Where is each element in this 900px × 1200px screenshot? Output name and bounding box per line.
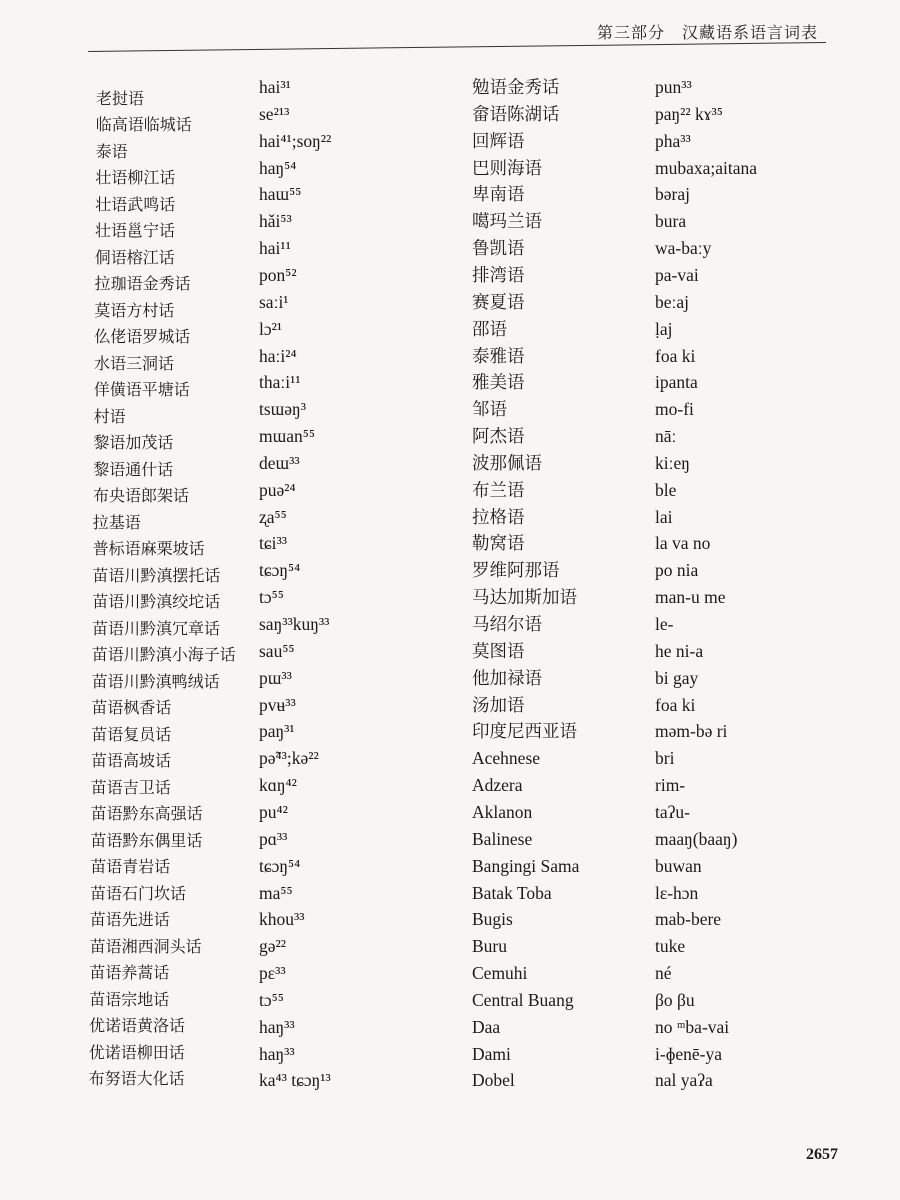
- right-language-name: 印度尼西亚语: [472, 721, 577, 742]
- left-language-name: 拉基语: [92, 514, 141, 532]
- right-word-form: pa-vai: [655, 264, 699, 285]
- left-word-form: tɕɔŋ⁵⁴: [259, 560, 301, 581]
- left-language-name: 苗语高坡话: [91, 753, 172, 771]
- right-word-form: məm-bə ri: [655, 721, 728, 742]
- left-language-name: 优诺语柳田话: [88, 1044, 185, 1062]
- right-word-form: né: [655, 963, 672, 984]
- right-language-name: Acehnese: [472, 748, 541, 769]
- right-word-form: bri: [655, 748, 675, 769]
- left-word-form: hai⁴¹;soŋ²²: [259, 130, 332, 151]
- right-language-name: Cemuhi: [472, 963, 528, 984]
- left-language-name: 苗语枫香话: [91, 700, 172, 718]
- left-word-form: tɔ⁵⁵: [259, 989, 284, 1010]
- right-language-name: 波那佩语: [472, 452, 542, 473]
- right-word-form: bura: [655, 211, 687, 232]
- left-word-form: puə²⁴: [259, 479, 296, 500]
- right-word-form: wa-baːy: [655, 238, 712, 259]
- right-word-form: nāː: [655, 426, 677, 447]
- left-language-name: 侗语榕江话: [94, 249, 175, 267]
- left-language-name: 苗语石门坎话: [90, 885, 187, 903]
- left-language-name: 老挝语: [96, 90, 145, 108]
- right-word-form: foa ki: [655, 345, 696, 366]
- right-word-form: bi gay: [655, 667, 699, 688]
- right-word-form: pun³³: [655, 77, 692, 97]
- left-word-form: haːi²⁴: [259, 345, 297, 366]
- left-language-name: 苗语宗地话: [89, 991, 170, 1009]
- right-language-name: 排湾语: [472, 264, 525, 285]
- left-language-name: 壮语邕宁话: [95, 223, 176, 241]
- header-rule: [88, 42, 826, 52]
- left-word-form: pon⁵²: [259, 264, 297, 285]
- right-language-name: 雅美语: [472, 372, 525, 393]
- right-language-name: Bangingi Sama: [472, 855, 580, 876]
- left-language-name: 苗语复员话: [91, 726, 172, 744]
- left-language-name: 优诺语黄洛话: [89, 1018, 186, 1036]
- right-language-name: Bugis: [472, 909, 513, 930]
- left-word-form: saŋ³³kuŋ³³: [259, 614, 330, 634]
- left-language-name: 拉珈语金秀话: [94, 276, 191, 294]
- right-word-form: lɛ-hɔn: [655, 882, 699, 903]
- left-language-name: 泰语: [95, 143, 128, 161]
- right-language-name: 布兰语: [472, 479, 525, 500]
- right-language-name: 勉语金秀话: [472, 77, 560, 97]
- left-word-form: kɑŋ⁴²: [259, 775, 297, 796]
- right-word-form: le-: [655, 614, 674, 634]
- right-language-name: Balinese: [472, 828, 533, 849]
- left-word-form: tsɯəŋ³: [259, 399, 306, 420]
- right-language-name: 畲语陈湖话: [472, 103, 560, 124]
- left-language-name: 苗语川黔滇冗章话: [92, 620, 221, 638]
- left-word-form: pɛ³³: [259, 963, 286, 984]
- right-language-name: Daa: [472, 1016, 501, 1037]
- left-language-name: 布央语郎架话: [93, 488, 190, 506]
- right-language-name: Adzera: [472, 775, 523, 796]
- left-word-form: pvʉ³³: [259, 694, 296, 715]
- left-language-name: 仫佬语罗城话: [94, 329, 191, 347]
- right-language-name: Batak Toba: [472, 882, 552, 903]
- left-word-form: se²¹³: [259, 103, 290, 124]
- left-language-name: 苗语青岩话: [90, 859, 171, 877]
- right-word-form: he ni-a: [655, 640, 704, 661]
- right-word-form: ble: [655, 479, 677, 500]
- right-language-name: Dami: [472, 1043, 511, 1064]
- right-language-name: Aklanon: [472, 801, 533, 822]
- left-word-form: haɯ⁵⁵: [259, 184, 302, 205]
- left-language-name: 莫语方村话: [94, 302, 175, 320]
- right-word-form: maaŋ(baaŋ): [655, 828, 738, 849]
- right-word-form: taʔu-: [655, 801, 690, 822]
- left-word-form: hai³¹: [259, 77, 291, 97]
- left-language-name: 苗语养蒿话: [89, 965, 170, 983]
- left-word-form: gə²²: [259, 936, 287, 957]
- right-word-form: no ᵐba-vai: [655, 1016, 730, 1037]
- left-language-name: 黎语加茂话: [93, 435, 174, 453]
- right-language-name: 勒窝语: [472, 533, 525, 554]
- right-language-name: Buru: [472, 936, 507, 957]
- right-language-name: Central Buang: [472, 989, 574, 1010]
- left-word-form: hǎi⁵³: [259, 211, 292, 232]
- left-word-form: ma⁵⁵: [259, 882, 293, 903]
- left-language-name: 苗语黔东高强话: [90, 806, 203, 824]
- left-word-form: ʐa⁵⁵: [259, 506, 287, 527]
- right-language-name: 赛夏语: [472, 291, 525, 312]
- left-word-form: pu⁴²: [259, 801, 288, 822]
- left-language-name: 普标语麻栗坡话: [92, 541, 205, 559]
- right-word-form: lai: [655, 506, 673, 527]
- right-language-name: 阿杰语: [472, 426, 525, 447]
- left-language-name: 苗语川黔滇摆托话: [92, 567, 221, 585]
- left-language-name: 壮语柳江话: [95, 170, 176, 188]
- right-language-name: 汤加语: [472, 694, 525, 715]
- right-word-form: rim-: [655, 775, 686, 796]
- right-language-name: 马绍尔语: [472, 614, 542, 634]
- right-word-form: beːaj: [655, 291, 690, 312]
- left-language-name: 黎语通什话: [93, 461, 174, 479]
- right-language-name: 罗维阿那语: [472, 560, 560, 581]
- left-language-name: 布努语大化话: [88, 1071, 185, 1089]
- left-word-form: pɯ³³: [259, 667, 292, 688]
- right-language-name: 鲁凯语: [472, 238, 525, 259]
- right-language-name: 莫图语: [472, 640, 525, 661]
- left-language-name: 村语: [93, 408, 126, 426]
- left-word-form: sau⁵⁵: [259, 640, 295, 661]
- right-word-form: βo βu: [655, 989, 695, 1010]
- left-word-form: thaːi¹¹: [259, 372, 301, 393]
- right-word-form: foa ki: [655, 694, 696, 715]
- left-word-form: tɔ⁵⁵: [259, 587, 284, 608]
- left-word-form: paŋ³¹: [259, 721, 295, 742]
- left-word-form: ka⁴³ tɕɔŋ¹³: [259, 1070, 331, 1091]
- right-language-name: 泰雅语: [472, 345, 525, 366]
- right-language-name: 马达加斯加语: [472, 587, 577, 608]
- right-word-form: mubaxa;aitana: [655, 157, 758, 178]
- left-word-form: lɔ²¹: [259, 318, 283, 339]
- left-language-name: 壮语武鸣话: [95, 196, 176, 214]
- left-word-form: hai¹¹: [259, 238, 291, 259]
- right-word-form: ipanta: [655, 372, 698, 393]
- left-language-name: 临高语临城话: [95, 117, 192, 135]
- page-number: 2657: [806, 1146, 838, 1163]
- right-language-name: 邹语: [472, 399, 507, 420]
- left-word-form: pə̃⁴³;kə²²: [259, 748, 319, 769]
- right-word-form: la va no: [655, 533, 711, 554]
- right-word-form: man-u me: [655, 587, 726, 608]
- right-word-form: tuke: [655, 936, 686, 957]
- left-word-form: tɕi³³: [259, 533, 287, 554]
- right-word-form: paŋ²² kɤ³⁵: [655, 103, 723, 124]
- right-word-form: po nia: [655, 560, 699, 581]
- left-language-name: 水语三洞话: [94, 355, 175, 373]
- right-word-form: bəraj: [655, 184, 690, 205]
- right-language-name: 卑南语: [472, 184, 525, 205]
- right-language-name: 巴则海语: [472, 157, 542, 178]
- right-language-name: 他加禄语: [472, 667, 542, 688]
- left-language-name: 佯僙语平塘话: [93, 382, 190, 400]
- left-language-name: 苗语川黔滇绞坨话: [92, 594, 221, 612]
- left-language-name: 苗语黔东偶里话: [90, 832, 203, 850]
- right-language-name: 拉格语: [472, 506, 525, 527]
- right-language-name: Dobel: [472, 1070, 515, 1091]
- left-word-form: tɕɔŋ⁵⁴: [259, 855, 301, 876]
- left-language-name: 苗语川黔滇小海子话: [91, 647, 236, 665]
- right-word-form: mab-bere: [655, 909, 722, 930]
- right-language-name: 回辉语: [472, 130, 525, 151]
- left-language-name: 苗语川黔滇鸭绒话: [91, 673, 220, 691]
- left-language-name: 苗语先进话: [89, 912, 170, 930]
- right-word-form: nal yaʔa: [655, 1070, 713, 1091]
- left-word-form: mɯan⁵⁵: [259, 426, 315, 447]
- left-language-name: 苗语吉卫话: [90, 779, 171, 797]
- left-word-form: pɑ³³: [259, 828, 288, 849]
- left-word-form: haŋ⁵⁴: [259, 157, 297, 178]
- left-word-form: haŋ³³: [259, 1043, 295, 1064]
- right-language-name: 噶玛兰语: [472, 211, 542, 232]
- right-word-form: buwan: [655, 855, 702, 876]
- right-word-form: kiːeŋ: [655, 452, 690, 473]
- right-word-form: i-ɸenē-ya: [655, 1043, 723, 1064]
- left-word-form: khou³³: [259, 909, 305, 930]
- right-word-form: mo-fi: [655, 399, 694, 420]
- left-language-name: 苗语湘西洞头话: [89, 938, 202, 956]
- right-word-form: pha³³: [655, 130, 691, 151]
- left-word-form: haŋ³³: [259, 1016, 295, 1037]
- right-language-name: 邵语: [472, 318, 507, 339]
- left-word-form: deɯ³³: [259, 452, 300, 473]
- right-word-form: ḷaj: [655, 318, 673, 339]
- left-word-form: saːi¹: [259, 291, 289, 312]
- running-header: 第三部分 汉藏语系语言词表: [596, 25, 818, 42]
